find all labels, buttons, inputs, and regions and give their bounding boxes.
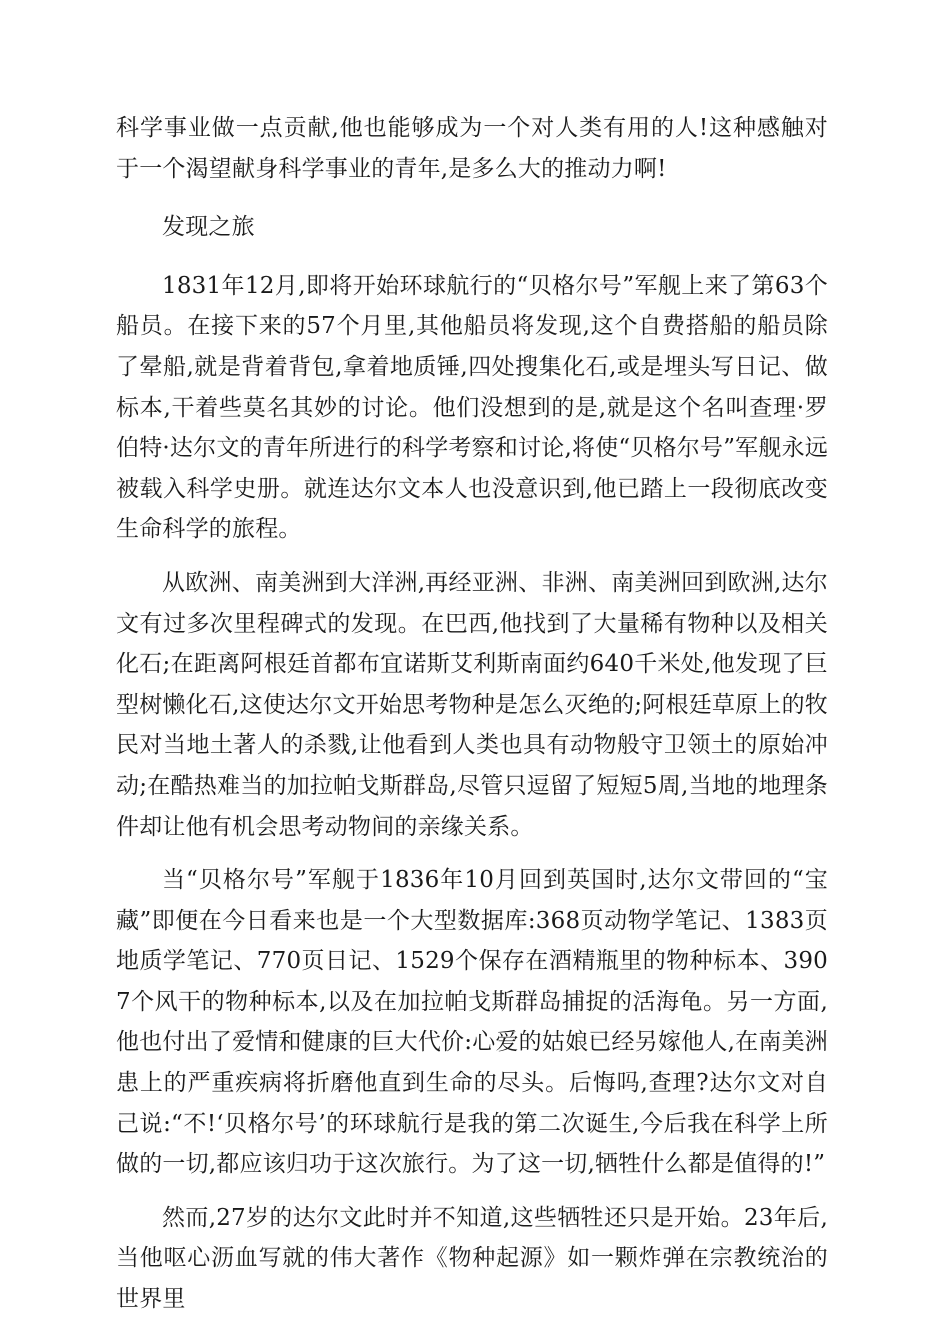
paragraph-return: 当“贝格尔号”军舰于1836年10月回到英国时,达尔文带回的“宝藏”即便在今日看来也是一个大型数据库:368页动物学笔记、1383页地质学笔记、770页日记、1529个保存在酒精瓶里的物种标本、3907个风干的物种标本,以及在加拉帕戈斯群岛捕捉的活海龟。另一方面,他也付出了爱情和健康的巨大代价:心爱的姑娘已经另嫁他人,在南美洲患上的严重疾病将折磨他直到生命的尽头。后悔吗,查理?达尔文对自己说:“不!‘贝格尔号’的环球航行是我的第二次诞生,今后我在科学上所做的一切,都应该归功于这次旅行。为了这一切,牺牲什么都是值得的!” (116, 867, 828, 1178)
paragraph-aftermath: 然而,27岁的达尔文此时并不知道,这些牺牲还只是开始。23年后,当他呕心沥血写就的伟大著作《物种起源》如一颗炸弹在宗教统治的世界里 (116, 1204, 828, 1313)
paragraph-discoveries: 从欧洲、南美洲到大洋洲,再经亚洲、非洲、南美洲回到欧洲,达尔文有过多次里程碑式的发现。在巴西,他找到了大量稀有物种以及相关化石;在距离阿根廷首都布宜诺斯艾利斯南面约640千米处,他发现了巨型树懒化石,这使达尔文开始思考物种是怎么灭绝的;阿根廷草原上的牧民对当地土著人的杀戮,让他看到人类也具有动物般守卫领土的原始冲动;在酷热难当的加拉帕戈斯群岛,尽管只逗留了短短5周,当地的地理条件却让他有机会思考动物间的亲缘关系。 (116, 569, 828, 840)
body-text (116, 108, 828, 1320)
paragraph-continued: 科学事业做一点贡献,他也能够成为一个对人类有用的人!这种感触对于一个渴望献身科学事业的青年,是多么大的推动力啊! (116, 115, 828, 182)
paragraph-voyage-start: 1831年12月,即将开始环球航行的“贝格尔号”军舰上来了第63个船员。在接下来的57个月里,其他船员将发现,这个自费搭船的船员除了晕船,就是背着背包,拿着地质锤,四处搜集化石,或是埋头写日记、做标本,干着些莫名其妙的讨论。他们没想到的是,就是这个名叫查理·罗伯特·达尔文的青年所进行的科学考察和讨论,将使“贝格尔号”军舰永远被载入科学史册。就连达尔文本人也没意识到,他已踏上一段彻底改变生命科学的旅程。 (116, 272, 828, 543)
section-heading: 发现之旅 (162, 214, 255, 241)
